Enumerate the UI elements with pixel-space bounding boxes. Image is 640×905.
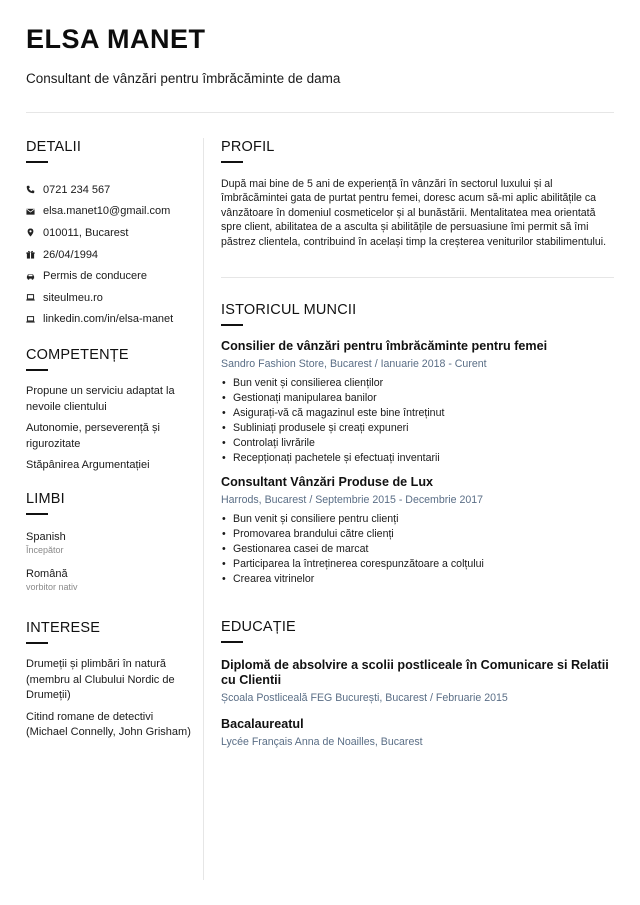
profile-heading-underline	[221, 161, 243, 163]
detail-phone[interactable]	[26, 179, 196, 201]
job-duties-list	[221, 512, 615, 587]
work-heading-underline	[221, 324, 243, 326]
profile-divider	[221, 277, 614, 278]
profile-text: După mai bine de 5 ani de experiență în vânzări în sectorul luxului și al îmbrăcămintei gata de purtat pentru femei, doresc acum să-mi aplic abilitățile ca vânzătoare în domeniul cosmeticelor și al bunăstării. Mentalitatea mea orientată spre client, abilitatea de a asculta și abilitățile de persuasiune îmi permit să îmi păstrez clientela, contribuind în același timp la creșterea veniturilor stabilimentului.	[221, 178, 607, 248]
skills-heading-underline	[26, 369, 48, 371]
skills-section	[26, 347, 196, 480]
laptop-icon	[26, 315, 35, 324]
language-name: Română	[26, 568, 68, 580]
list-item: • Gestionați manipularea banilor	[221, 391, 615, 406]
list-item: • Participarea la întreținerea corespunzătoare a colțului	[221, 557, 615, 572]
education-entry-meta: Lycée Français Anna de Noailles, Bucarest	[221, 736, 423, 748]
work-heading: ISTORICUL MUNCII	[221, 302, 357, 318]
list-item: • Controlați livrările	[221, 436, 615, 451]
detail-text: siteulmeu.ro	[43, 291, 103, 304]
education-entry-meta: Școala Postliceală FEG București, Bucarest / Februarie 2015	[221, 692, 508, 704]
job-entry-title: Consultant Vânzări Produse de Lux	[221, 475, 434, 489]
gift-icon	[26, 250, 35, 259]
list-item: • Asigurați-vă că magazinul este bine întreținut	[221, 406, 615, 421]
interests-heading-underline	[26, 642, 48, 644]
job-entry-meta: Sandro Fashion Store, Bucarest / Ianuarie 2018 - Curent	[221, 358, 487, 370]
interests-section	[26, 620, 196, 747]
interests-heading: INTERESE	[26, 620, 101, 636]
skill-item: Stăpânirea Argumentației	[26, 459, 150, 471]
profile-section	[221, 139, 615, 249]
job-duties-list	[221, 376, 615, 466]
laptop-icon	[26, 293, 35, 302]
job-title: Consultant de vânzări pentru îmbrăcăminte de dama	[26, 71, 341, 86]
header-divider	[26, 112, 614, 113]
detail-text: 26/04/1994	[43, 248, 99, 261]
education-heading-underline	[221, 641, 243, 643]
detail-email[interactable]	[26, 201, 196, 223]
education-entry-title: Diplomă de absolvire a scolii postliceale în Comunicare si Relatii cu Clientii	[221, 658, 609, 687]
job-entry-meta: Harrods, Bucarest / Septembrie 2015 - Decembrie 2017	[221, 494, 484, 506]
job-entry	[221, 339, 615, 466]
education-entry	[221, 717, 615, 748]
car-icon	[26, 272, 35, 281]
detail-text: 010011, Bucarest	[43, 226, 129, 239]
list-item: • Gestionarea casei de marcat	[221, 542, 615, 557]
profile-heading: PROFIL	[221, 139, 275, 155]
interest-item: Drumeții și plimbări în natură (membru al Clubului Nordic de Drumeții)	[26, 658, 175, 701]
detail-text: 0721 234 567	[43, 183, 111, 196]
details-section	[26, 139, 196, 330]
list-item: • Recepționați pachetele și efectuați inventarii	[221, 451, 615, 466]
list-item: • Bun venit și consilierea clienților	[221, 376, 615, 391]
job-entry	[221, 475, 615, 587]
languages-section	[26, 491, 196, 604]
education-heading: EDUCAȚIE	[221, 619, 296, 635]
education-entry	[221, 658, 615, 704]
detail-linkedin[interactable]	[26, 309, 196, 331]
skill-item: Autonomie, perseverență și rigurozitate	[26, 422, 160, 450]
phone-icon	[26, 185, 35, 194]
list-item: • Crearea vitrinelor	[221, 572, 615, 587]
column-divider	[203, 138, 204, 880]
detail-birthdate	[26, 244, 196, 266]
skills-heading: COMPETENȚE	[26, 347, 129, 363]
education-entry-title: Bacalaureatul	[221, 717, 304, 731]
detail-text: linkedin.com/in/elsa-manet	[43, 313, 174, 326]
work-section	[221, 302, 615, 587]
language-level: Începător	[26, 545, 64, 555]
education-section	[221, 619, 615, 748]
skill-item: Propune un serviciu adaptat la nevoile clientului	[26, 385, 175, 413]
details-heading-underline	[26, 161, 48, 163]
language-level: vorbitor nativ	[26, 582, 78, 592]
detail-license	[26, 265, 196, 287]
location-pin-icon	[26, 228, 35, 237]
details-heading: DETALII	[26, 139, 82, 155]
email-icon	[26, 207, 35, 216]
candidate-name: ELSA MANET	[26, 24, 206, 54]
languages-heading: LIMBI	[26, 491, 65, 507]
job-entry-title: Consilier de vânzări pentru îmbrăcăminte pentru femei	[221, 339, 548, 353]
detail-text: elsa.manet10@gmail.com	[43, 205, 171, 218]
interest-item: Citind romane de detectivi (Michael Connelly, John Grisham)	[26, 710, 191, 738]
detail-text: Permis de conducere	[43, 270, 147, 283]
list-item: • Bun venit și consiliere pentru clienți	[221, 512, 615, 527]
list-item: • Promovarea brandului către clienți	[221, 527, 615, 542]
detail-website[interactable]	[26, 287, 196, 309]
languages-heading-underline	[26, 513, 48, 515]
detail-address	[26, 222, 196, 244]
language-name: Spanish	[26, 531, 66, 543]
list-item: • Subliniați produsele și creați expuneri	[221, 421, 615, 436]
